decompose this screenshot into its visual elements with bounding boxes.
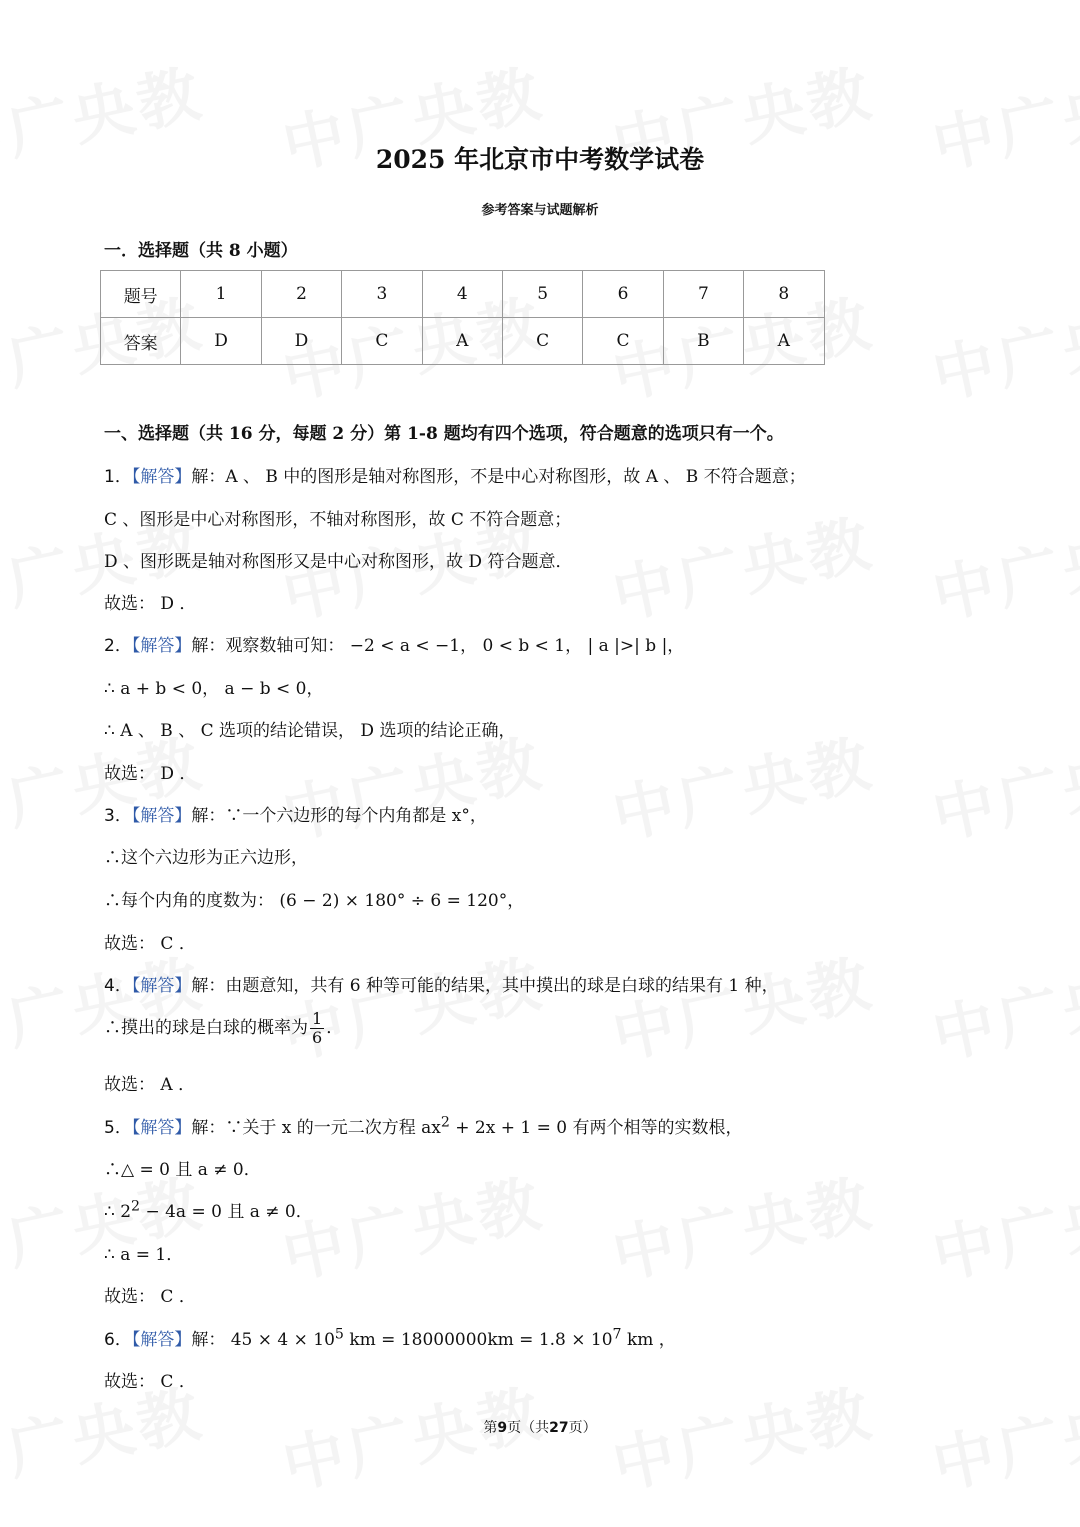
superscript: 5 xyxy=(334,1326,344,1343)
q1-line xyxy=(104,462,806,487)
section-heading: 一、选择题（共 16 分，每题 2 分）第 1-8 题均有四个选项，符合题意的选项只有一个。 xyxy=(104,424,784,444)
table-cell: 2 xyxy=(261,271,341,318)
answer-tag: 【解答】 xyxy=(131,1118,192,1138)
solution-text: ∴ 2 xyxy=(104,1202,132,1222)
table-cell: 1 xyxy=(181,271,261,318)
solution-text: 解：∵一个六边形的每个内角都是 x°， xyxy=(191,806,487,826)
page-subtitle: 参考答案与试题解析 xyxy=(481,203,599,218)
solution-text: C 、图形是中心对称图形，不轴对称图形，故 C 不符合题意； xyxy=(104,510,572,530)
q4-line xyxy=(104,971,779,996)
watermark xyxy=(924,494,1080,636)
watermark xyxy=(924,274,1080,416)
watermark xyxy=(604,714,881,856)
footer-text: 页） xyxy=(568,1420,597,1436)
table-cell: 答案 xyxy=(101,318,181,365)
superscript: 7 xyxy=(612,1326,622,1343)
solution-text: ∴ A 、 B 、 C 选项的结论错误， D 选项的结论正确， xyxy=(104,721,516,741)
choice-text: 故选： D ． xyxy=(104,594,197,614)
answer-table xyxy=(100,270,825,365)
solution-text: D 、图形既是轴对称图形又是中心对称图形，故 D 符合题意． xyxy=(104,552,573,572)
solution-text: + 2x + 1 = 0 有两个相等的实数根， xyxy=(449,1118,743,1138)
question-number: 1． xyxy=(104,467,132,487)
q6-line xyxy=(104,1325,676,1350)
q5-line xyxy=(104,1113,742,1138)
page-number: 9 xyxy=(497,1420,508,1436)
solution-text: ∴△ = 0 且 a ≠ 0． xyxy=(104,1160,261,1180)
watermark xyxy=(604,494,881,636)
fraction-denominator: 6 xyxy=(312,1028,323,1047)
table-cell: D xyxy=(181,318,261,365)
watermark xyxy=(924,934,1080,1076)
question-number: 3． xyxy=(104,806,132,826)
question-number: 6． xyxy=(104,1330,132,1350)
choice-text: 故选： C ． xyxy=(104,1287,196,1307)
fraction-numerator: 1 xyxy=(312,1009,323,1028)
total-pages: 27 xyxy=(549,1420,569,1436)
table-cell: C xyxy=(342,318,422,365)
table-cell: 6 xyxy=(583,271,663,318)
page-footer xyxy=(0,1417,1080,1437)
q4-probability-line xyxy=(104,1010,343,1047)
table-cell: B xyxy=(663,318,743,365)
solution-text: 解： 45 × 4 × 10 xyxy=(191,1330,335,1350)
answer-tag: 【解答】 xyxy=(131,806,192,826)
footer-text: 第 xyxy=(483,1420,498,1436)
superscript: 2 xyxy=(131,1198,141,1215)
footer-text: 页（共 xyxy=(507,1420,550,1436)
table-cell: 5 xyxy=(502,271,582,318)
table-cell: A xyxy=(422,318,502,365)
solution-text: 解：由题意知，共有 6 种等可能的结果，其中摸出的球是白球的结果有 1 种， xyxy=(191,976,779,996)
q5-line-3 xyxy=(104,1197,313,1222)
solution-text: − 4a = 0 且 a ≠ 0． xyxy=(140,1202,313,1222)
table-cell: 8 xyxy=(744,271,824,318)
solution-text: ∴ a + b < 0， a − b < 0， xyxy=(104,679,324,699)
question-number: 4． xyxy=(104,976,132,996)
answer-tag: 【解答】 xyxy=(131,467,192,487)
table-cell: 4 xyxy=(422,271,502,318)
superscript: 2 xyxy=(440,1114,450,1131)
question-number: 5． xyxy=(104,1118,132,1138)
watermark xyxy=(274,934,551,1076)
solution-text: km ， xyxy=(621,1330,676,1350)
table-cell: C xyxy=(583,318,663,365)
choice-text: 故选： A ． xyxy=(104,1075,196,1095)
solution-text: 解：观察数轴可知： −2 < a < −1， 0 < b < 1， | a |>| b |， xyxy=(191,636,685,656)
watermark xyxy=(924,714,1080,856)
choice-text: 故选： C ． xyxy=(104,1372,196,1392)
fraction xyxy=(310,1010,324,1047)
solution-text: ∴ a = 1． xyxy=(104,1245,184,1265)
solution-text: km = 18000000km = 1.8 × 10 xyxy=(343,1330,613,1350)
answer-tag: 【解答】 xyxy=(131,636,192,656)
page-title: 2025 年北京市中考数学试卷 xyxy=(375,145,705,174)
table-cell: A xyxy=(744,318,824,365)
table-cell: 题号 xyxy=(101,271,181,318)
q2-line xyxy=(104,631,684,656)
choice-text: 故选： D ． xyxy=(104,764,197,784)
table-row xyxy=(101,318,825,365)
solution-text: ． xyxy=(326,1018,344,1038)
q3-line xyxy=(104,801,487,826)
watermark xyxy=(0,934,210,1076)
solution-text: ∴这个六边形为正六边形， xyxy=(104,848,308,868)
table-cell: D xyxy=(261,318,341,365)
solution-text: 解：∵关于 x 的一元二次方程 ax xyxy=(191,1118,441,1138)
watermark xyxy=(604,934,881,1076)
section-heading: 一．选择题（共 8 小题） xyxy=(104,241,298,261)
answer-tag: 【解答】 xyxy=(131,976,192,996)
solution-text: 解：A 、 B 中的图形是轴对称图形，不是中心对称图形，故 A 、 B 不符合题意； xyxy=(191,467,806,487)
watermark xyxy=(274,1154,551,1296)
answer-tag: 【解答】 xyxy=(131,1330,192,1350)
table-cell: 7 xyxy=(663,271,743,318)
solution-text: ∴每个内角的度数为： (6 − 2) × 180° ÷ 6 = 120°， xyxy=(104,891,525,911)
watermark xyxy=(604,1154,881,1296)
watermark xyxy=(924,1154,1080,1296)
table-row xyxy=(101,271,825,318)
question-number: 2． xyxy=(104,636,132,656)
solution-text: ∴摸出的球是白球的概率为 xyxy=(104,1018,308,1038)
table-cell: 3 xyxy=(342,271,422,318)
table-cell: C xyxy=(502,318,582,365)
choice-text: 故选： C ． xyxy=(104,934,196,954)
